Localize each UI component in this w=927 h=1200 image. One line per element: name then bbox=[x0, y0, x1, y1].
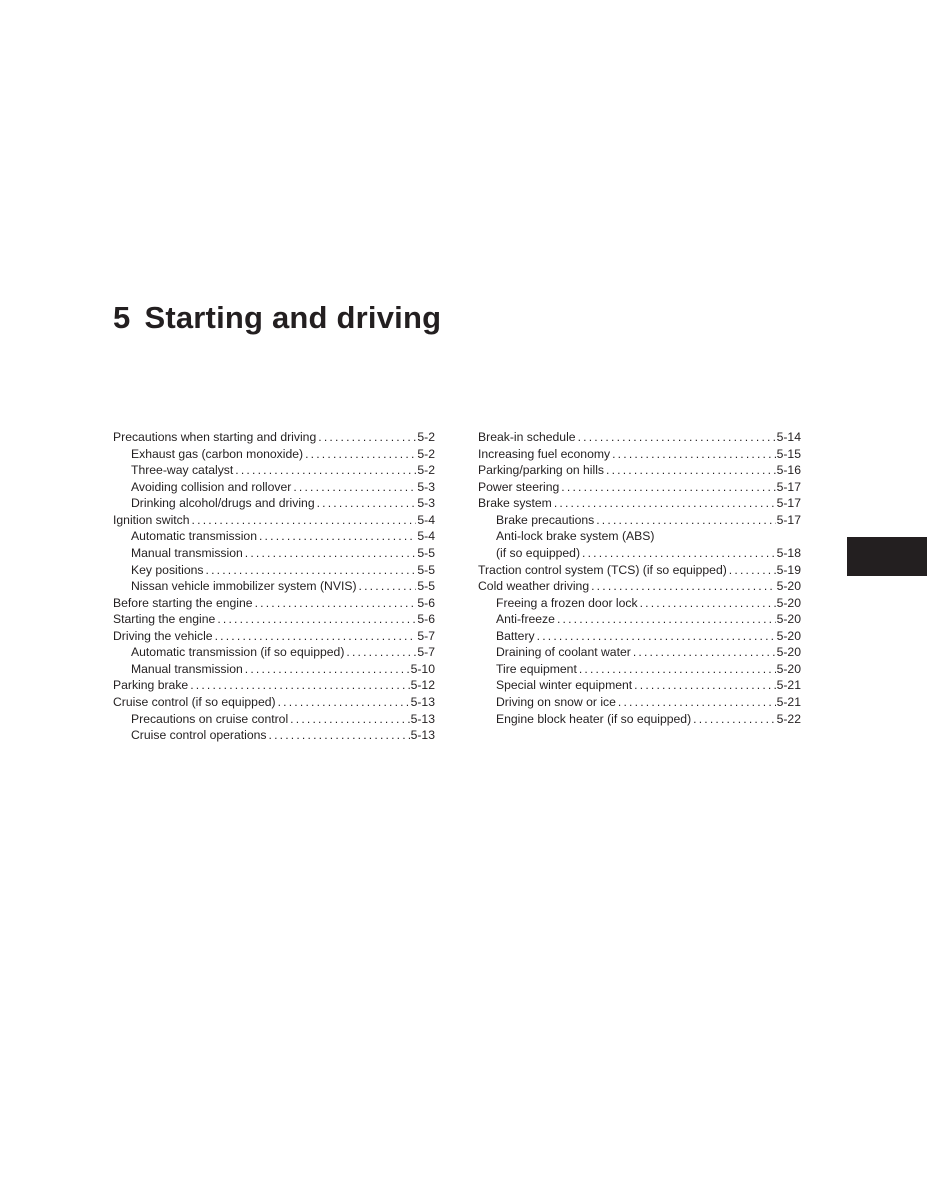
toc-entry[interactable] bbox=[478, 479, 801, 496]
toc-entry[interactable] bbox=[113, 528, 435, 545]
toc-page-number: 5-3 bbox=[417, 479, 435, 494]
toc-entry-title: Break-in schedule bbox=[478, 430, 576, 444]
toc-leader-dots bbox=[276, 694, 410, 711]
toc-page-number: 5-4 bbox=[417, 529, 435, 544]
toc-entry[interactable] bbox=[113, 628, 435, 645]
toc-entry-title: Key positions bbox=[131, 562, 204, 577]
chapter-thumb-tab bbox=[847, 537, 927, 576]
toc-leader-dots bbox=[577, 661, 776, 678]
toc-leader-dots bbox=[243, 661, 410, 678]
toc-entry-title: Brake system bbox=[478, 496, 552, 511]
toc-entry-title: Automatic transmission bbox=[131, 529, 257, 544]
toc-page-number: 5-17 bbox=[776, 479, 801, 494]
toc-page-number: 5-5 bbox=[417, 545, 435, 560]
toc-page-number: 5-5 bbox=[417, 562, 435, 577]
toc-leader-dots bbox=[288, 711, 409, 728]
toc-entry-title: Manual transmission bbox=[131, 661, 243, 676]
toc-column-left bbox=[113, 429, 435, 744]
toc-entry-title: Tire equipment bbox=[496, 661, 577, 676]
toc-leader-dots bbox=[580, 545, 776, 562]
toc-entry-title: Starting the engine bbox=[113, 612, 216, 627]
toc-entry[interactable] bbox=[478, 512, 801, 529]
toc-page-number: 5-3 bbox=[417, 496, 435, 511]
toc-entry-title: Precautions on cruise control bbox=[131, 711, 289, 726]
toc-page-number: 5-20 bbox=[776, 612, 801, 627]
toc-page-number: 5-6 bbox=[417, 612, 435, 627]
toc-entry[interactable] bbox=[478, 694, 801, 711]
toc-entry[interactable] bbox=[113, 727, 435, 744]
toc-leader-dots bbox=[555, 611, 776, 628]
toc-page-number: 5-20 bbox=[776, 661, 801, 676]
toc-entry-title: Anti-lock brake system (ABS) bbox=[496, 529, 655, 544]
toc-entry[interactable] bbox=[113, 562, 435, 579]
toc-leader-dots bbox=[631, 644, 776, 661]
toc-entry[interactable] bbox=[113, 446, 435, 463]
toc-entry-title: (if so equipped) bbox=[496, 545, 581, 560]
toc-entry[interactable] bbox=[478, 495, 801, 512]
toc-entry-title: Parking brake bbox=[113, 678, 189, 693]
toc-entry[interactable] bbox=[478, 644, 801, 661]
toc-entry-title: Engine block heater (if so equipped) bbox=[496, 711, 692, 726]
toc-entry-title: Before starting the engine bbox=[113, 595, 253, 610]
toc-leader-dots bbox=[190, 512, 417, 529]
toc-entry[interactable] bbox=[113, 661, 435, 678]
toc-entry[interactable] bbox=[113, 462, 435, 479]
toc-entry[interactable] bbox=[113, 578, 435, 595]
toc-page-number: 5-10 bbox=[410, 661, 435, 676]
toc-entry-title: Manual transmission bbox=[131, 545, 243, 560]
toc-leader-dots bbox=[691, 711, 775, 728]
toc-leader-dots bbox=[204, 562, 417, 579]
toc-entry-title: Anti-freeze bbox=[496, 612, 555, 627]
toc-page-number: 5-2 bbox=[417, 446, 435, 461]
toc-page-number: 5-4 bbox=[417, 512, 435, 527]
toc-entry-title: Cold weather driving bbox=[478, 579, 590, 594]
toc-entry-title: Power steering bbox=[478, 479, 560, 494]
toc-page-number: 5-13 bbox=[410, 695, 435, 709]
toc-entry[interactable] bbox=[478, 429, 801, 446]
toc-column-right bbox=[478, 429, 801, 727]
toc-page-number: 5-20 bbox=[776, 645, 801, 660]
toc-leader-dots bbox=[610, 446, 775, 463]
toc-entry-title: Special winter equipment bbox=[496, 678, 633, 693]
toc-entry[interactable] bbox=[478, 545, 801, 562]
toc-page-number: 5-13 bbox=[410, 728, 435, 743]
chapter-title bbox=[113, 296, 441, 340]
toc-entry[interactable] bbox=[478, 462, 801, 479]
toc-entry[interactable] bbox=[113, 644, 435, 661]
toc-leader-dots bbox=[315, 495, 417, 512]
toc-entry-title: Cruise control (if so equipped) bbox=[113, 695, 276, 709]
toc-entry-title: Traction control system (TCS) (if so equipped) bbox=[478, 562, 727, 577]
toc-leader-dots bbox=[638, 595, 776, 612]
toc-leader-dots bbox=[257, 528, 416, 545]
toc-entry-title: Precautions when starting and driving bbox=[113, 430, 317, 444]
toc-entry-title: Cruise control operations bbox=[131, 728, 267, 743]
toc-entry[interactable] bbox=[113, 495, 435, 512]
toc-page-number: 5-2 bbox=[417, 463, 435, 478]
toc-entry[interactable] bbox=[478, 446, 801, 463]
toc-page-number: 5-20 bbox=[776, 595, 801, 610]
toc-entry[interactable] bbox=[113, 429, 435, 446]
toc-entry[interactable] bbox=[478, 661, 801, 678]
toc-page-number: 5-7 bbox=[417, 628, 435, 643]
toc-entry[interactable] bbox=[113, 479, 435, 496]
toc-leader-dots bbox=[559, 479, 775, 496]
toc-entry-title: Avoiding collision and rollover bbox=[131, 479, 292, 494]
toc-entry-title: Parking/parking on hills bbox=[478, 463, 605, 478]
toc-page-number: 5-16 bbox=[776, 463, 801, 478]
toc-entry[interactable] bbox=[113, 512, 435, 529]
toc-page-number: 5-14 bbox=[776, 430, 801, 444]
toc-page-number: 5-17 bbox=[776, 512, 801, 527]
toc-page-number: 5-6 bbox=[417, 595, 435, 610]
toc-entry[interactable] bbox=[478, 578, 801, 595]
toc-entry-title: Ignition switch bbox=[113, 512, 190, 527]
toc-leader-dots bbox=[604, 462, 776, 479]
toc-entry-title: Draining of coolant water bbox=[496, 645, 631, 660]
toc-page-number: 5-12 bbox=[410, 678, 435, 693]
toc-entry[interactable] bbox=[478, 711, 801, 728]
toc-entry-title: Nissan vehicle immobilizer system (NVIS) bbox=[131, 579, 357, 594]
toc-entry-title: Driving on snow or ice bbox=[496, 695, 616, 709]
toc-page-number: 5-2 bbox=[417, 430, 435, 444]
toc-page-number: 5-15 bbox=[776, 446, 801, 461]
toc-entry[interactable] bbox=[478, 528, 801, 545]
toc-leader-dots bbox=[188, 677, 409, 694]
toc-leader-dots bbox=[552, 495, 776, 512]
toc-entry[interactable] bbox=[113, 711, 435, 728]
toc-page-number: 5-20 bbox=[776, 628, 801, 643]
toc-entry[interactable] bbox=[113, 694, 435, 711]
toc-entry-title: Three-way catalyst bbox=[131, 463, 234, 478]
toc-leader-dots bbox=[535, 628, 776, 645]
toc-entry[interactable] bbox=[478, 562, 801, 579]
toc-leader-dots bbox=[344, 644, 416, 661]
toc-entry-title: Brake precautions bbox=[496, 512, 595, 527]
toc-leader-dots bbox=[215, 611, 416, 628]
toc-leader-dots bbox=[576, 429, 776, 446]
toc-entry-title: Driving the vehicle bbox=[113, 628, 213, 643]
toc-leader-dots bbox=[316, 429, 416, 446]
toc-entry[interactable] bbox=[113, 611, 435, 628]
toc-entry[interactable] bbox=[478, 628, 801, 645]
toc-page-number: 5-20 bbox=[776, 579, 801, 594]
toc-entry[interactable] bbox=[113, 677, 435, 694]
toc-page-number: 5-17 bbox=[776, 496, 801, 511]
chapter-number: 5 bbox=[113, 300, 131, 335]
toc-entry[interactable] bbox=[478, 595, 801, 612]
toc-page-number: 5-21 bbox=[776, 678, 801, 693]
toc-page-number: 5-5 bbox=[417, 579, 435, 594]
toc-entry[interactable] bbox=[478, 677, 801, 694]
toc-entry-title: Exhaust gas (carbon monoxide) bbox=[131, 446, 304, 461]
toc-entry-title: Automatic transmission (if so equipped) bbox=[131, 645, 345, 660]
toc-entry-title: Drinking alcohol/drugs and driving bbox=[131, 496, 315, 511]
toc-leader-dots bbox=[233, 462, 416, 479]
toc-leader-dots bbox=[594, 512, 775, 529]
toc-page-number: 5-21 bbox=[776, 695, 801, 709]
toc-leader-dots bbox=[267, 727, 410, 744]
toc-leader-dots bbox=[632, 677, 775, 694]
toc-leader-dots bbox=[616, 694, 776, 711]
toc-leader-dots bbox=[213, 628, 417, 645]
toc-entry[interactable] bbox=[113, 545, 435, 562]
toc-page-number: 5-18 bbox=[776, 545, 801, 560]
toc-leader-dots bbox=[253, 595, 417, 612]
toc-entry-title: Freeing a frozen door lock bbox=[496, 595, 638, 610]
toc-entry[interactable] bbox=[113, 595, 435, 612]
chapter-title-text: Starting and driving bbox=[144, 300, 442, 335]
toc-entry-title: Increasing fuel economy bbox=[478, 446, 611, 461]
toc-page-number: 5-7 bbox=[417, 645, 435, 660]
toc-leader-dots bbox=[727, 562, 776, 579]
toc-entry-title: Battery bbox=[496, 628, 535, 643]
toc-leader-dots bbox=[303, 446, 416, 463]
toc-leader-dots bbox=[291, 479, 416, 496]
toc-leader-dots bbox=[243, 545, 417, 562]
toc-page-number: 5-19 bbox=[776, 562, 801, 577]
toc-entry[interactable] bbox=[478, 611, 801, 628]
toc-leader-dots bbox=[357, 578, 417, 595]
toc-leader-dots bbox=[589, 578, 775, 595]
toc-page-number: 5-22 bbox=[776, 711, 801, 726]
toc-page-number: 5-13 bbox=[410, 711, 435, 726]
